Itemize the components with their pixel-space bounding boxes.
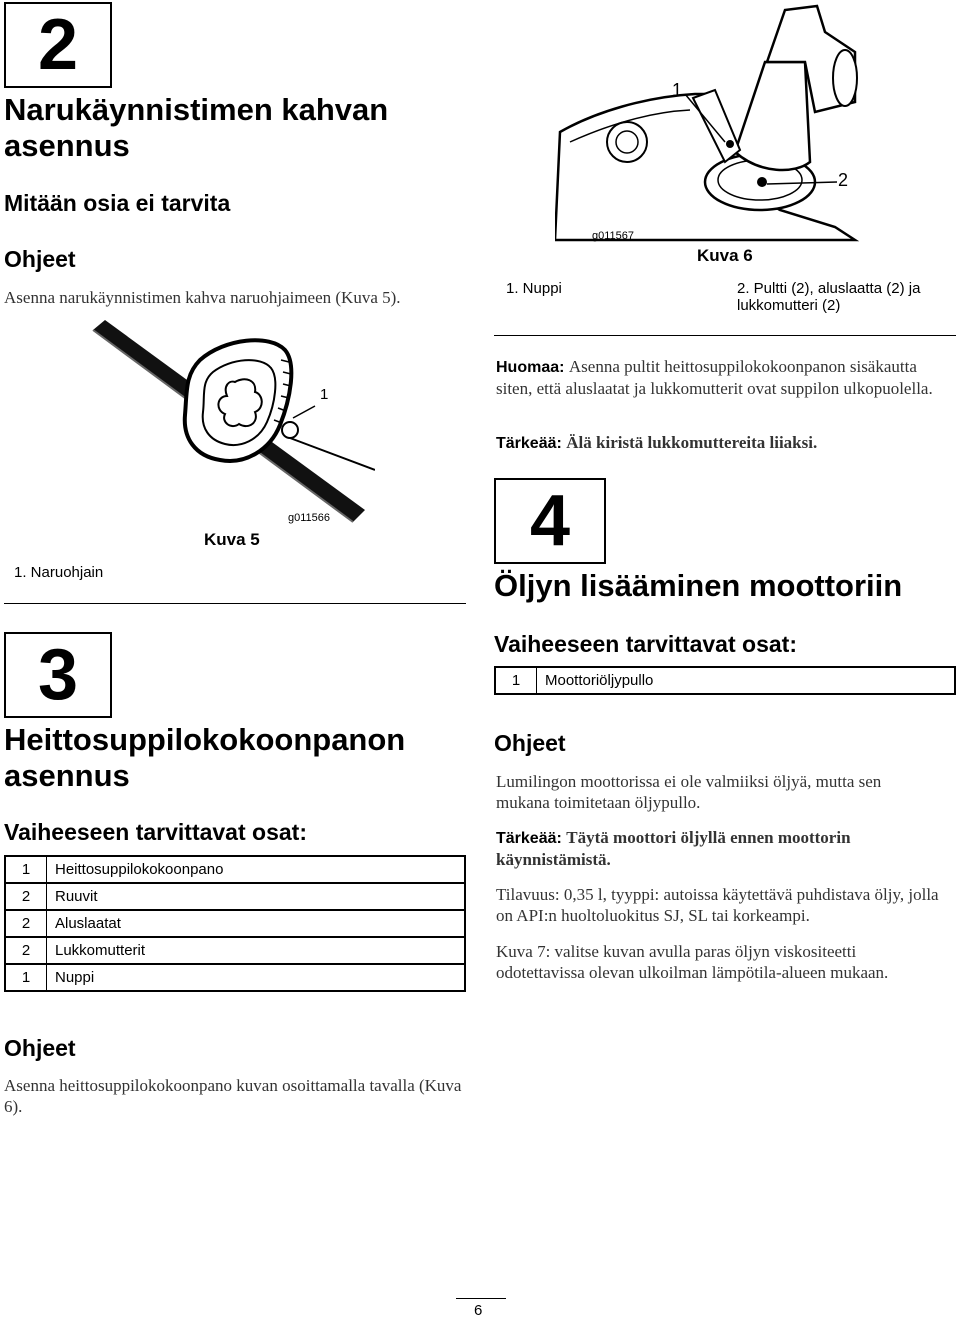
part-qty: 2 — [5, 937, 47, 964]
step-2-number-box — [4, 2, 112, 88]
step-2-no-parts: Mitään osia ei tarvita — [4, 190, 231, 216]
step-4-paragraph-2: Tilavuus: 0,35 l, tyyppi: autoissa käytettävä puhdistava öljy, jolla on API:n huoltoluokitus SJ, SL tai korkeampi. — [496, 885, 939, 925]
figure-5-code: g011566 — [288, 512, 331, 524]
figure-5-callout-1: 1 — [320, 386, 329, 403]
page-number: 6 — [474, 1302, 483, 1319]
figure-6-caption: Kuva 6 — [697, 246, 753, 265]
step-3-instructions-heading: Ohjeet — [4, 1035, 76, 1061]
part-qty: 1 — [5, 964, 47, 991]
step-3-parts-heading: Vaiheeseen tarvittavat osat: — [4, 819, 307, 845]
table-row — [5, 910, 465, 937]
figure-6-legend-2: 2. Pultti (2), aluslaatta (2) ja lukkomutteri (2) — [737, 280, 921, 314]
part-name: Moottoriöljypullo — [537, 667, 956, 694]
table-row — [5, 883, 465, 910]
step-3-instruction: Asenna heittosuppilokokoonpano kuvan osoittamalla tavalla (Kuva 6). — [4, 1076, 462, 1116]
important-text: Täytä moottori öljyllä ennen moottorin käynnistämistä. — [496, 828, 851, 869]
part-name: Aluslaatat — [47, 910, 466, 937]
part-name: Nuppi — [47, 964, 466, 991]
step-3-parts-table — [4, 855, 466, 992]
step-2-title: Narukäynnistimen kahvan asennus — [4, 92, 389, 163]
step-4-title: Öljyn lisääminen moottoriin — [494, 568, 903, 603]
table-row — [5, 856, 465, 883]
part-name: Lukkomutterit — [47, 937, 466, 964]
step-number: 4 — [529, 481, 571, 561]
figure-6-callout-1: 1 — [672, 80, 683, 100]
step-2-instructions-heading: Ohjeet — [4, 246, 76, 272]
note-label: Huomaa: — [496, 359, 565, 376]
figure-6-legend-1: 1. Nuppi — [506, 280, 562, 297]
important-label: Tärkeää: — [496, 435, 562, 452]
part-qty: 1 — [5, 856, 47, 883]
table-row — [5, 937, 465, 964]
figure-5-rule — [4, 603, 466, 604]
figure-6-illustration — [555, 2, 860, 242]
page-number-rule — [456, 1298, 506, 1299]
step-4-instructions-heading: Ohjeet — [494, 730, 566, 756]
step-number: 3 — [37, 635, 79, 715]
step-4-important-paragraph — [496, 827, 936, 871]
note-paragraph — [496, 356, 956, 400]
step-number: 2 — [37, 5, 79, 85]
table-row — [495, 667, 955, 694]
important-label: Tärkeää: — [496, 830, 562, 847]
figure-5-caption: Kuva 5 — [204, 530, 260, 549]
figure-6-rule — [494, 335, 956, 336]
important-text: Älä kiristä lukkomuttereita liiaksi. — [566, 433, 818, 452]
note-text: Asenna pultit heittosuppilokokoonpanon sisäkautta siten, että aluslaatat ja lukkomutterit ovat suppilon ulkopuolella. — [496, 357, 933, 398]
step-3-number-box — [4, 632, 112, 718]
part-name: Ruuvit — [47, 883, 466, 910]
step-4-paragraph-3: Kuva 7: valitse kuvan avulla paras öljyn viskositeetti odotettavissa olevan ulkoilman lämpötila-alueen mukaan. — [496, 942, 889, 982]
figure-6-callout-2: 2 — [838, 170, 849, 190]
step-4-parts-table — [494, 666, 956, 695]
step-3-title: Heittosuppilokokoonpanon asennus — [4, 722, 406, 793]
step-4-paragraph-1: Lumilingon moottorissa ei ole valmiiksi öljyä, mutta sen mukana toimitetaan öljypullo. — [496, 772, 882, 812]
step-4-number-box — [494, 478, 606, 564]
figure-6-code: g011567 — [592, 230, 635, 242]
important-paragraph — [496, 432, 956, 454]
table-row — [5, 964, 465, 991]
figure-5-illustration — [85, 320, 375, 530]
step-4-parts-heading: Vaiheeseen tarvittavat osat: — [494, 631, 797, 657]
figure-5-legend-1: 1. Naruohjain — [14, 564, 104, 581]
part-qty: 2 — [5, 883, 47, 910]
part-name: Heittosuppilokokoonpano — [47, 856, 466, 883]
part-qty: 1 — [495, 667, 537, 694]
part-qty: 2 — [5, 910, 47, 937]
step-2-instruction: Asenna narukäynnistimen kahva naruohjaimeen (Kuva 5). — [4, 288, 401, 307]
